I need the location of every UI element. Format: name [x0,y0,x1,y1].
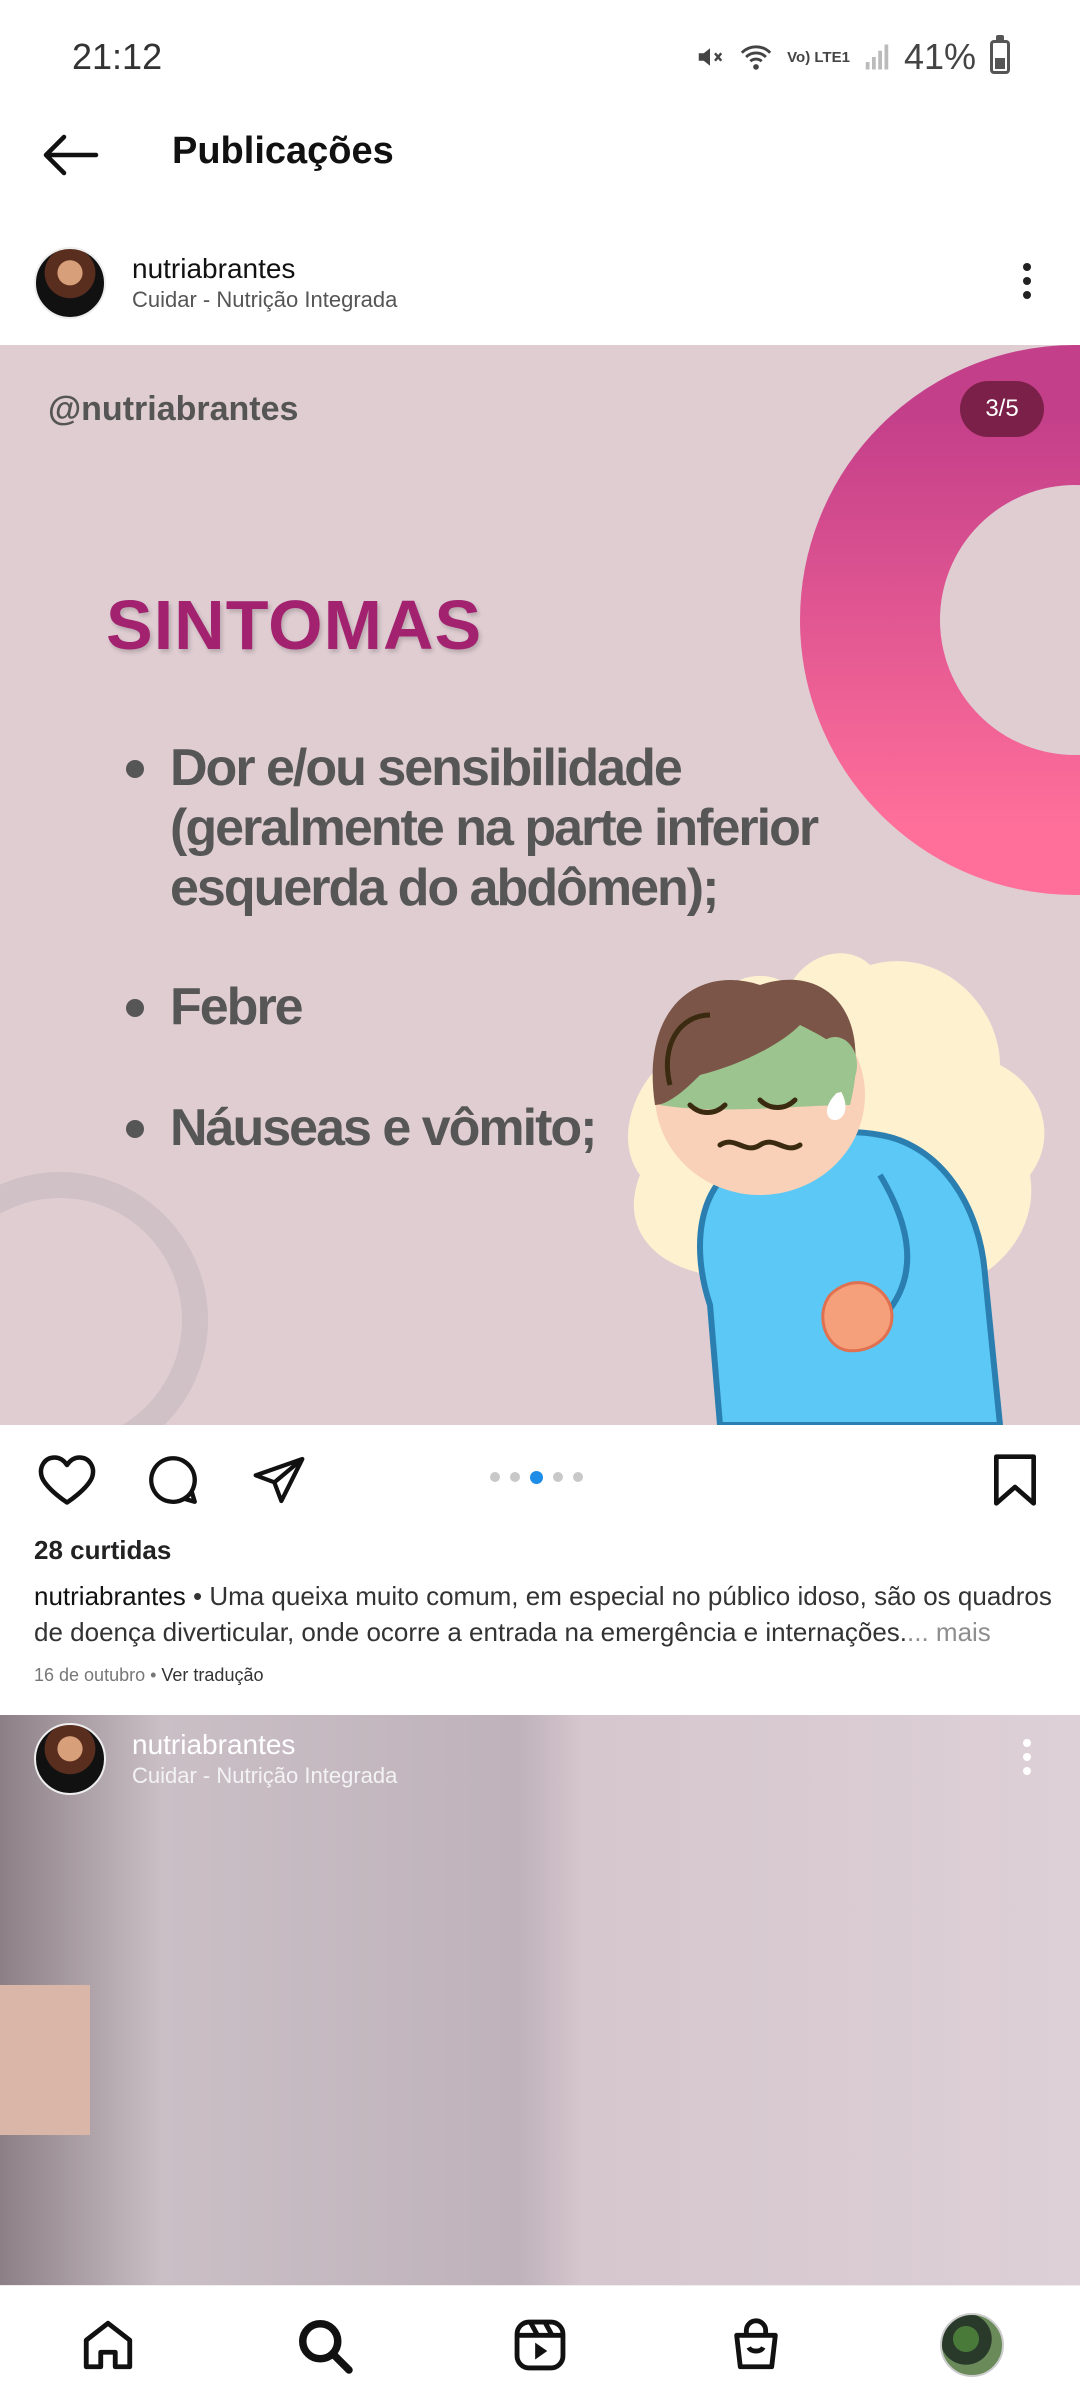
status-bar [0,0,1080,110]
post-date-line: 16 de outubro • Ver tradução [34,1665,264,1685]
carousel-indicator [490,1472,583,1484]
shop-icon [727,2316,785,2374]
carousel-dot [510,1472,520,1482]
slide-bullet: Náuseas e vômito; [170,1099,596,1157]
post-username[interactable]: nutriabrantes [132,253,296,284]
carousel-dot-active [530,1471,543,1484]
pink-ring [870,415,1080,825]
nav-shop[interactable] [716,2305,796,2385]
home-icon [79,2316,137,2374]
share-button[interactable] [244,1445,314,1515]
like-button[interactable] [32,1445,102,1515]
save-button[interactable] [980,1445,1050,1515]
avatar[interactable] [34,1723,106,1795]
nav-home[interactable] [68,2305,148,2385]
profile-avatar [940,2313,1004,2377]
network-indicator: Vo) LTE1 [787,48,850,66]
translate-link[interactable]: Ver tradução [161,1665,264,1685]
slide-bullet: Dor e/ou sensibilidade (geralmente na parte inferior esquerda do abdômen); [170,738,850,918]
caption-text: • Uma queixa muito comum, em especial no público idoso, são os quadros de doença diverticular, onde ocorre a entrada na emergência e internações. [34,1581,1052,1647]
carousel-dot [490,1472,500,1482]
slide-handle: @nutriabrantes [48,390,299,428]
post-location[interactable]: Cuidar - Nutrição Integrada [132,287,398,312]
slide-heading: SINTOMAS [106,586,483,664]
post-header [0,235,1080,345]
status-time: 21:12 [72,36,163,77]
carousel-dot [573,1472,583,1482]
slide-bullet: Febre [170,978,302,1036]
battery-percent: 41% [903,36,976,77]
grey-ring [0,1185,195,1425]
search-icon [294,2315,354,2375]
carousel-dot [553,1472,563,1482]
photo-detail [0,1985,90,2135]
arrow-left-icon [40,133,100,177]
wifi-icon [739,42,773,72]
post-date: 16 de outubro [34,1665,146,1685]
more-options-icon[interactable] [1022,1733,1032,1781]
comment-icon [144,1451,202,1509]
page-title: Publicações [172,130,394,172]
caption-username[interactable]: nutriabrantes [34,1581,186,1611]
heart-icon [37,1452,97,1508]
send-icon [250,1452,308,1508]
mute-icon [695,42,725,72]
more-options-icon[interactable] [1022,257,1032,305]
avatar[interactable] [34,247,106,319]
battery-icon [990,40,1010,74]
back-button[interactable] [30,125,110,185]
caption-more[interactable]: ... mais [907,1617,991,1647]
slide-counter: 3/5 [960,381,1044,437]
nav-reels[interactable] [500,2305,580,2385]
post-username[interactable]: nutriabrantes [132,1729,296,1760]
comment-button[interactable] [138,1445,208,1515]
post-caption[interactable] [34,1578,1054,1650]
like-count[interactable]: 28 curtidas [34,1535,172,1565]
post-header [0,1711,1080,1821]
bookmark-icon [990,1452,1040,1508]
signal-icon [864,42,890,72]
nav-search[interactable] [284,2305,364,2385]
post-location[interactable]: Cuidar - Nutrição Integrada [132,1763,398,1788]
sick-person-illustration [628,953,1044,1425]
nav-profile[interactable] [932,2305,1012,2385]
status-icons [695,36,1010,78]
reels-icon [511,2316,569,2374]
